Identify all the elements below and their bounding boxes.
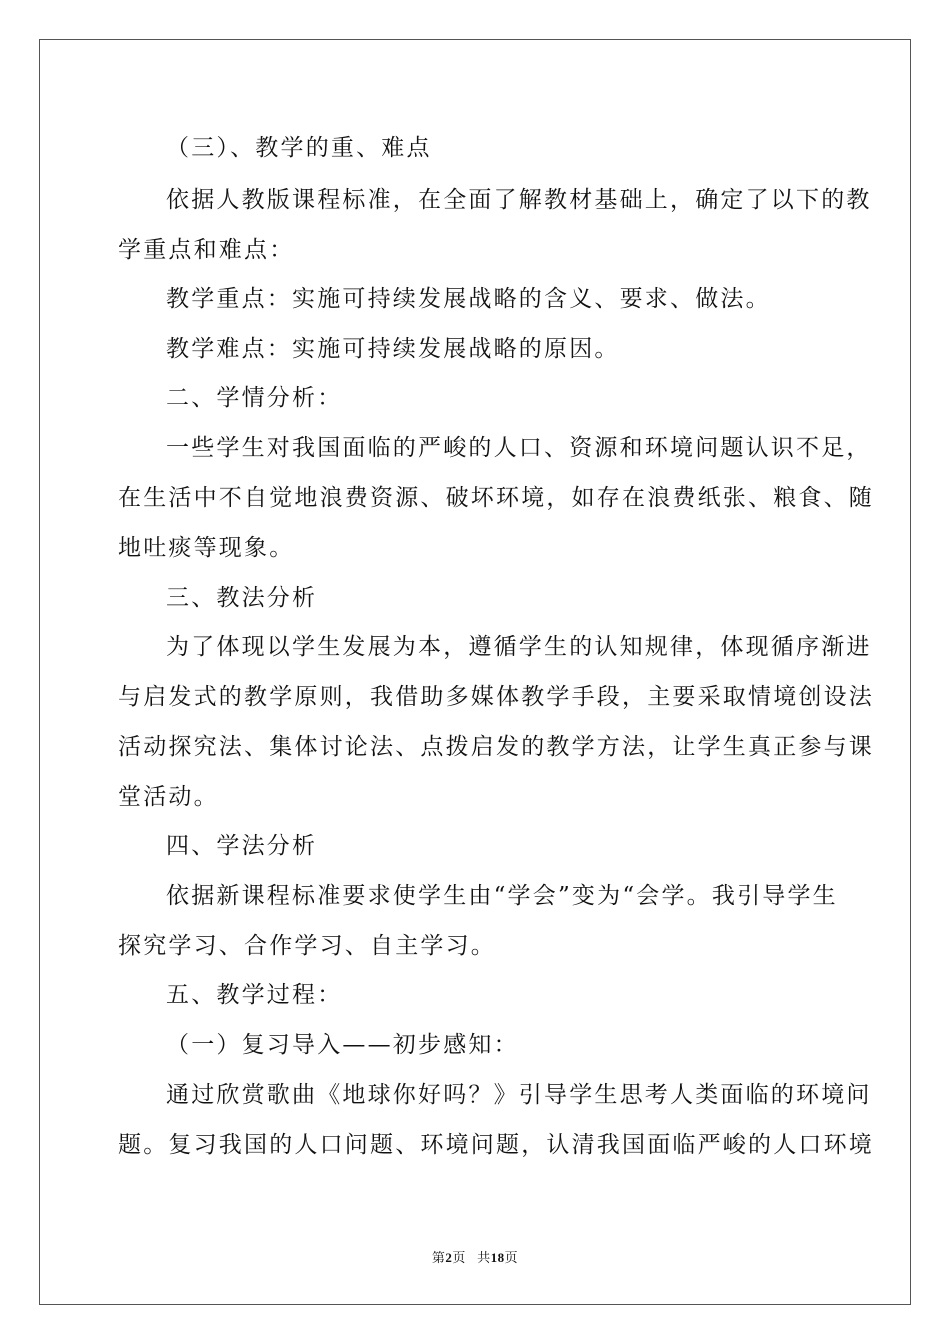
paragraph-key-point: 教学重点：实施可持续发展战略的含义、要求、做法。 [166, 286, 771, 312]
footer-page-number: 2 [445, 1250, 453, 1265]
footer-page-prefix: 第 [431, 1250, 446, 1265]
subsection-heading-review-intro: （一）复习导入——初步感知： [166, 1032, 519, 1058]
footer-page-suffix: 页 [452, 1250, 466, 1265]
page-footer [0, 1247, 950, 1266]
paragraph-teaching-method: 为了体现以学生发展为本，遵循学生的认知规律，体现循序渐进 与启发式的教学原则，我借助多媒体教学手段，主要采取情境创设法 活动探究法、集体讨论法、点拨启发的教学方法，让学生真正参与课 堂活动。 [118, 634, 874, 810]
paragraph-learning-method: 依据新课程标准要求使学生由“学会”变为“会学。我引导学生 探究学习、合作学习、自主学习。 [118, 883, 838, 959]
footer-total-prefix: 共 [477, 1250, 491, 1265]
section-heading-teaching-method: 三、教法分析 [166, 585, 318, 611]
paragraph-student-analysis: 一些学生对我国面临的严峻的人口、资源和环境问题认识不足， 在生活中不自觉地浪费资源、破坏环境，如存在浪费纸张、粮食、随 地吐痰等现象。 [118, 435, 874, 561]
section-heading-student-analysis: 二、学情分析： [166, 385, 343, 411]
footer-total-number: 18 [490, 1250, 505, 1265]
paragraph-review-intro: 通过欣赏歌曲《地球你好吗？》引导学生思考人类面临的环境问 题。复习我国的人口问题、环境问题，认清我国面临严峻的人口环境 [118, 1082, 874, 1158]
section-heading-teaching-process: 五、教学过程： [166, 982, 343, 1008]
footer-total-suffix: 页 [504, 1250, 519, 1265]
paragraph-curriculum-basis: 依据人教版课程标准，在全面了解教材基础上，确定了以下的教 学重点和难点： [118, 187, 872, 263]
paragraph-difficult-point: 教学难点：实施可持续发展战略的原因。 [166, 336, 620, 362]
section-heading-key-points: （三）、教学的重、难点 [166, 135, 432, 161]
section-heading-learning-method: 四、学法分析 [166, 833, 318, 859]
